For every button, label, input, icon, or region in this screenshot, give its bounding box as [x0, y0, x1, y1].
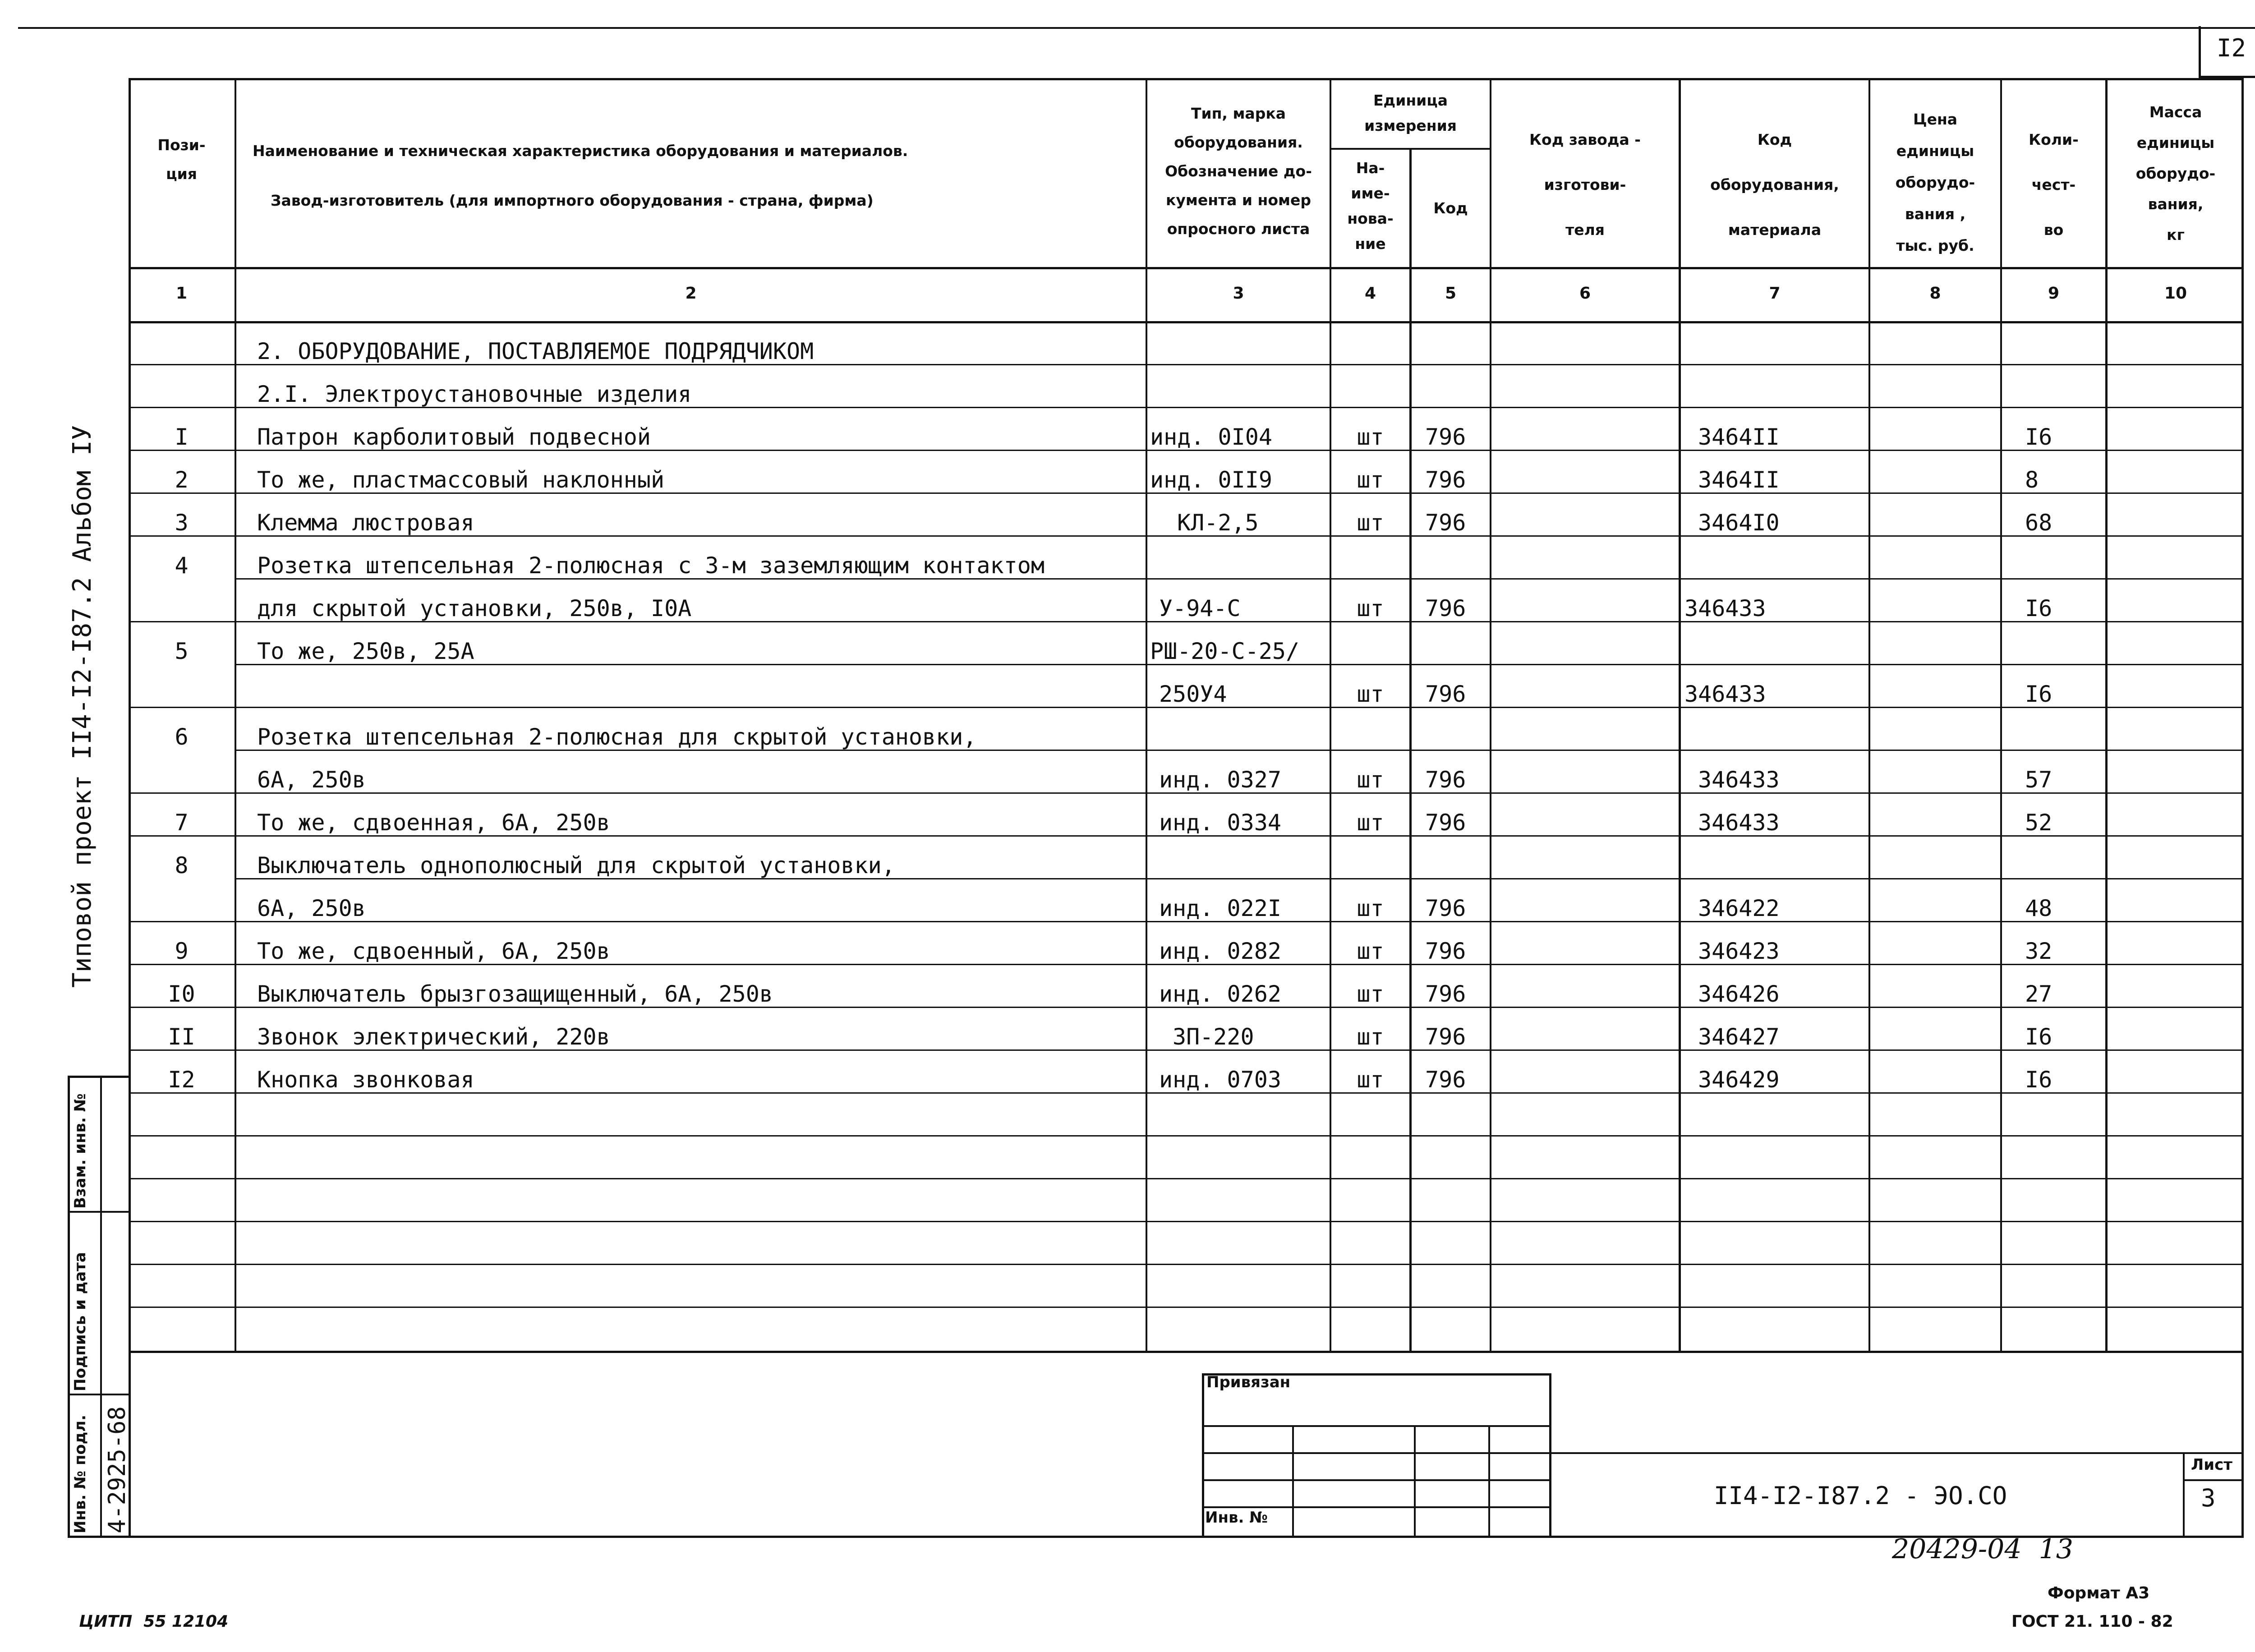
inv-podl-value: 4-2925-68 — [104, 1406, 131, 1533]
cell-name: 2.I. Электроустановочные изделия — [257, 381, 692, 407]
cell-position: 7 — [175, 810, 189, 836]
cell-unit: шт — [1357, 681, 1384, 707]
colnum-8: 8 — [1929, 284, 1941, 303]
colnum-6: 6 — [1579, 284, 1591, 303]
colnum-9: 9 — [2048, 284, 2060, 303]
cell-unit: шт — [1357, 510, 1384, 536]
header-mass: Масса единицы оборудо- вания, кг — [2135, 103, 2216, 244]
table-row — [0, 1015, 2255, 1058]
cell-position: 4 — [175, 552, 189, 579]
cell-type: инд. 0II9 — [1150, 467, 1272, 493]
cell-quantity: 48 — [2025, 895, 2053, 921]
colnum-1: 1 — [175, 284, 188, 303]
cell-equipment-code: 3464II — [1698, 467, 1780, 493]
cell-quantity: I6 — [2025, 424, 2053, 450]
table-row — [0, 843, 2255, 886]
cell-equipment-code: 346426 — [1698, 981, 1780, 1007]
header-unit: Единица измерения — [1364, 92, 1457, 134]
header-type: Тип, марка оборудования. Обозначение до- кумента и номер опросного листа — [1165, 105, 1312, 238]
cell-type: У-94-С — [1159, 595, 1241, 621]
cell-unit-code: 796 — [1425, 595, 1466, 621]
cell-type: инд. 0703 — [1159, 1067, 1281, 1093]
cell-unit-code: 796 — [1425, 467, 1466, 493]
cell-equipment-code: 3464I0 — [1698, 510, 1780, 536]
cell-position: 3 — [175, 510, 189, 536]
corner-sheet-number: I2 — [2217, 34, 2246, 62]
table-row — [0, 586, 2255, 629]
cell-position: 9 — [175, 938, 189, 964]
cell-unit: шт — [1357, 595, 1384, 621]
table-row — [0, 758, 2255, 801]
cell-name: Розетка штепсельная 2-полюсная для скрытой установки, — [257, 724, 977, 750]
cell-type: 250У4 — [1159, 681, 1227, 707]
cell-position: I2 — [168, 1067, 195, 1093]
cell-equipment-code: 346423 — [1698, 938, 1780, 964]
cell-type: инд. 0282 — [1159, 938, 1281, 964]
cell-equipment-code: 346429 — [1698, 1067, 1780, 1093]
header-position: Пози- ция — [157, 136, 206, 183]
colnum-5: 5 — [1445, 284, 1457, 303]
cell-name: То же, 250в, 25А — [257, 638, 474, 664]
table-row — [0, 672, 2255, 715]
cell-name: Кнопка звонковая — [257, 1067, 474, 1093]
cell-quantity: I6 — [2025, 1024, 2053, 1050]
cell-name: для скрытой установки, 250в, I0А — [257, 595, 692, 621]
colnum-4: 4 — [1364, 284, 1376, 303]
cell-equipment-code: 346427 — [1698, 1024, 1780, 1050]
cell-name: Звонок электрический, 220в — [257, 1024, 610, 1050]
cell-quantity: I6 — [2025, 1067, 2053, 1093]
cell-name: То же, сдвоенный, 6А, 250в — [257, 938, 610, 964]
colnum-10: 10 — [2164, 284, 2187, 303]
header-price: Цена единицы оборудо- вания , тыс. руб. — [1895, 110, 1975, 254]
colnum-3: 3 — [1233, 284, 1244, 303]
table-row — [0, 501, 2255, 543]
cell-type: инд. 0327 — [1159, 767, 1281, 793]
footer-left-code: ЦИТП 55 12104 — [79, 1612, 229, 1631]
footer-gost: ГОСТ 21. 110 - 82 — [2011, 1612, 2173, 1631]
cell-unit: шт — [1357, 810, 1384, 836]
cell-type: КЛ-2,5 — [1177, 510, 1259, 536]
cell-unit: шт — [1357, 467, 1384, 493]
table-row — [0, 886, 2255, 929]
header-factory-code: Код завода - изготови- теля — [1529, 131, 1641, 239]
sheet-label: Лист — [2191, 1456, 2232, 1474]
cell-quantity: I6 — [2025, 681, 2053, 707]
colnum-2: 2 — [685, 284, 697, 303]
cell-unit-code: 796 — [1425, 895, 1466, 921]
cell-equipment-code: 346422 — [1698, 895, 1780, 921]
header-quantity: Коли- чест- во — [2029, 131, 2079, 239]
cell-unit: шт — [1357, 424, 1384, 450]
cell-name: Выключатель брызгозащищенный, 6А, 250в — [257, 981, 773, 1007]
inv-podl-label: Инв. № подл. — [71, 1414, 89, 1533]
cell-quantity: I6 — [2025, 595, 2053, 621]
table-row — [0, 972, 2255, 1015]
cell-position: I — [175, 424, 189, 450]
handwritten-note: 20429-04 13 — [1892, 1533, 2073, 1565]
cell-type: РШ-20-С-25/ — [1150, 638, 1300, 664]
header-unit-name: На- име- нова- ние — [1347, 159, 1394, 253]
cell-type: инд. 022I — [1159, 895, 1281, 921]
cell-name: Выключатель однополюсный для скрытой установки, — [257, 852, 895, 879]
cell-unit-code: 796 — [1425, 1067, 1466, 1093]
sign-date-label: Подпись и дата — [71, 1252, 89, 1391]
cell-position: 8 — [175, 852, 189, 879]
cell-name: То же, пластмассовый наклонный — [257, 467, 665, 493]
cell-unit: шт — [1357, 981, 1384, 1007]
header-name: Наименование и техническая характеристика оборудования и материалов. Завод-изготовитель (для импортного оборудования - страна, фирма) — [253, 142, 908, 209]
cell-position: 5 — [175, 638, 189, 664]
header-unit-code: Код — [1433, 199, 1468, 217]
project-title-vertical: Типовой проект II4-I2-I87.2 Альбом IУ — [68, 425, 97, 988]
table-row — [0, 372, 2255, 415]
cell-quantity: 52 — [2025, 810, 2053, 836]
cell-equipment-code: 346433 — [1698, 767, 1780, 793]
cell-equipment-code: 346433 — [1684, 681, 1766, 707]
cell-type: ЗП-220 — [1173, 1024, 1254, 1050]
table-row — [0, 629, 2255, 672]
cell-name: Розетка штепсельная 2-полюсная с 3-м заземляющим контактом — [257, 552, 1045, 579]
table-row — [0, 415, 2255, 458]
privyazan-label: Привязан — [1206, 1373, 1291, 1391]
cell-unit-code: 796 — [1425, 938, 1466, 964]
table-row — [0, 929, 2255, 972]
cell-unit: шт — [1357, 938, 1384, 964]
header-equipment-code: Код оборудования, материала — [1710, 131, 1839, 239]
top-border-line — [18, 27, 2255, 29]
cell-quantity: 57 — [2025, 767, 2053, 793]
vzam-inv-label: Взам. инв. № — [71, 1093, 89, 1209]
cell-type: инд. 0I04 — [1150, 424, 1272, 450]
cell-type: инд. 0262 — [1159, 981, 1281, 1007]
cell-unit: шт — [1357, 895, 1384, 921]
cell-name: То же, сдвоенная, 6А, 250в — [257, 810, 610, 836]
table-row — [0, 801, 2255, 843]
cell-unit: шт — [1357, 767, 1384, 793]
cell-unit-code: 796 — [1425, 424, 1466, 450]
cell-quantity: 27 — [2025, 981, 2053, 1007]
cell-name: 2. ОБОРУДОВАНИЕ, ПОСТАВЛЯЕМОЕ ПОДРЯДЧИКОМ — [257, 338, 814, 364]
cell-unit: шт — [1357, 1067, 1384, 1093]
table-row — [0, 329, 2255, 372]
cell-unit-code: 796 — [1425, 810, 1466, 836]
cell-quantity: 68 — [2025, 510, 2053, 536]
table-row — [0, 543, 2255, 586]
inv-number-label: Инв. № — [1205, 1509, 1268, 1527]
cell-equipment-code: 346433 — [1698, 810, 1780, 836]
cell-position: 2 — [175, 467, 189, 493]
cell-name: Клемма люстровая — [257, 510, 474, 536]
table-row — [0, 715, 2255, 758]
cell-equipment-code: 3464II — [1698, 424, 1780, 450]
cell-type: инд. 0334 — [1159, 810, 1281, 836]
cell-name: Патрон карболитовый подвесной — [257, 424, 651, 450]
document-code: II4-I2-I87.2 - ЭО.СО — [1714, 1482, 2007, 1510]
sheet-number: 3 — [2201, 1484, 2216, 1512]
cell-unit-code: 796 — [1425, 510, 1466, 536]
cell-unit-code: 796 — [1425, 981, 1466, 1007]
cell-unit-code: 796 — [1425, 681, 1466, 707]
cell-unit: шт — [1357, 1024, 1384, 1050]
cell-quantity: 8 — [2025, 467, 2039, 493]
cell-name: 6А, 250в — [257, 895, 366, 921]
cell-unit-code: 796 — [1425, 1024, 1466, 1050]
cell-quantity: 32 — [2025, 938, 2053, 964]
table-row — [0, 458, 2255, 501]
cell-position: 6 — [175, 724, 189, 750]
cell-position: II — [168, 1024, 195, 1050]
cell-name: 6А, 250в — [257, 767, 366, 793]
table-row — [0, 1058, 2255, 1100]
cell-equipment-code: 346433 — [1684, 595, 1766, 621]
cell-position: I0 — [168, 981, 195, 1007]
format-label: Формат А3 — [2048, 1584, 2150, 1602]
cell-unit-code: 796 — [1425, 767, 1466, 793]
colnum-7: 7 — [1769, 284, 1781, 303]
